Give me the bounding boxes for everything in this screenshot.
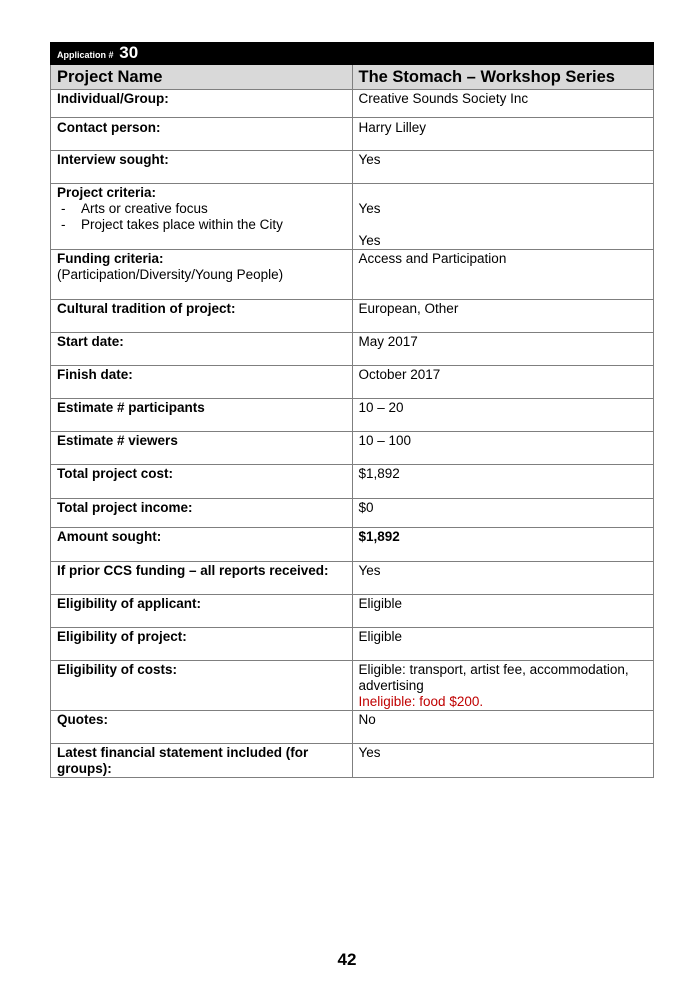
eligibility-project-label: Eligibility of project:	[51, 628, 353, 661]
table-row	[51, 528, 654, 562]
table-row	[51, 151, 654, 184]
total-income-value: $0	[352, 499, 654, 528]
funding-criteria-cell	[51, 250, 353, 300]
contact-person-value: Harry Lilley	[352, 118, 654, 151]
application-table	[50, 42, 654, 778]
header-blank-cell	[352, 43, 654, 65]
criteria-item-arts: - Arts or creative focus	[57, 201, 346, 217]
finish-date-label: Finish date:	[51, 366, 353, 399]
funding-criteria-value: Access and Participation	[352, 250, 654, 300]
prior-funding-value: Yes	[352, 562, 654, 595]
funding-criteria-label: Funding criteria:	[57, 251, 164, 266]
eligibility-costs-label: Eligibility of costs:	[51, 661, 353, 711]
application-number: 30	[119, 42, 139, 62]
project-criteria-cell	[51, 184, 353, 250]
table-row	[51, 250, 654, 300]
table-row	[51, 562, 654, 595]
criteria-value-arts: Yes	[358, 201, 381, 216]
prior-funding-label: If prior CCS funding – all reports received:	[51, 562, 353, 595]
table-row	[51, 118, 654, 151]
project-criteria-list	[57, 201, 346, 233]
amount-sought-value: $1,892	[352, 528, 654, 562]
table-row	[51, 465, 654, 499]
eligibility-applicant-value: Eligible	[352, 595, 654, 628]
table-row	[51, 366, 654, 399]
total-income-label: Total project income:	[51, 499, 353, 528]
eligibility-project-value: Eligible	[352, 628, 654, 661]
estimate-viewers-label: Estimate # viewers	[51, 432, 353, 465]
finish-date-value: October 2017	[352, 366, 654, 399]
application-header-row	[51, 43, 654, 65]
start-date-value: May 2017	[352, 333, 654, 366]
table-row	[51, 432, 654, 465]
table-row	[51, 661, 654, 711]
application-label: Application #	[57, 49, 114, 60]
table-row	[51, 90, 654, 118]
project-name-value: The Stomach – Workshop Series	[352, 65, 654, 90]
amount-sought-label: Amount sought:	[51, 528, 353, 562]
eligibility-applicant-label: Eligibility of applicant:	[51, 595, 353, 628]
estimate-participants-label: Estimate # participants	[51, 399, 353, 432]
cultural-tradition-value: European, Other	[352, 300, 654, 333]
ineligible-costs-value: Ineligible: food $200.	[358, 694, 484, 709]
table-row	[51, 628, 654, 661]
estimate-viewers-value: 10 – 100	[352, 432, 654, 465]
project-criteria-values	[352, 184, 654, 250]
eligibility-costs-value: Eligible: transport, artist fee, accommodation, advertising	[358, 662, 629, 693]
table-row	[51, 399, 654, 432]
eligibility-costs-cell	[352, 661, 654, 711]
table-row	[51, 711, 654, 744]
financial-statement-value: Yes	[352, 744, 654, 778]
table-row	[51, 595, 654, 628]
criteria-item-city: - Project takes place within the City	[57, 217, 346, 233]
criteria-value-city: Yes	[358, 233, 381, 248]
table-row	[51, 184, 654, 250]
table-row	[51, 300, 654, 333]
quotes-label: Quotes:	[51, 711, 353, 744]
table-row	[51, 744, 654, 778]
estimate-participants-value: 10 – 20	[352, 399, 654, 432]
page-number: 42	[337, 950, 357, 969]
financial-statement-label: Latest financial statement included (for groups):	[51, 744, 353, 778]
table-row	[51, 499, 654, 528]
cultural-tradition-label: Cultural tradition of project:	[51, 300, 353, 333]
quotes-value: No	[352, 711, 654, 744]
individual-group-value: Creative Sounds Society Inc	[352, 90, 654, 118]
table-row	[51, 333, 654, 366]
project-name-row	[51, 65, 654, 90]
project-name-label: Project Name	[51, 65, 353, 90]
interview-sought-value: Yes	[352, 151, 654, 184]
start-date-label: Start date:	[51, 333, 353, 366]
total-cost-label: Total project cost:	[51, 465, 353, 499]
project-criteria-label: Project criteria:	[57, 185, 157, 200]
funding-criteria-sublabel: (Participation/Diversity/Young People)	[57, 267, 284, 282]
total-cost-value: $1,892	[352, 465, 654, 499]
interview-sought-label: Interview sought:	[51, 151, 353, 184]
application-number-cell	[51, 43, 353, 65]
contact-person-label: Contact person:	[51, 118, 353, 151]
individual-group-label: Individual/Group:	[51, 90, 353, 118]
